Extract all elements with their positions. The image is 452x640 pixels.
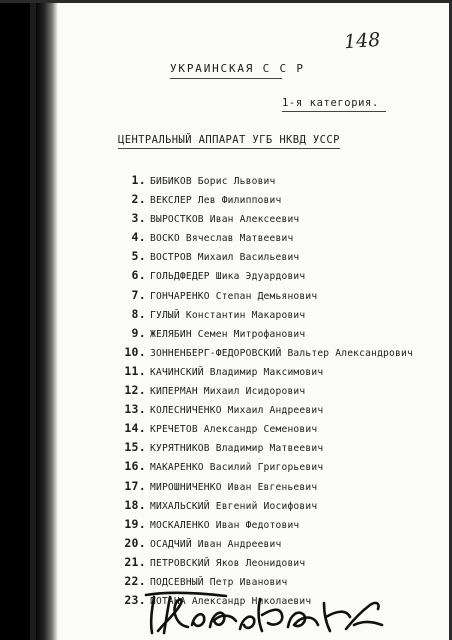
list-item-number: 23. xyxy=(124,593,146,608)
list-item-name: ПОТАНА Александр Николаевич xyxy=(150,596,312,608)
list-item-number: 2. xyxy=(131,192,146,207)
category-label: 1-я категория. xyxy=(282,97,379,109)
list-item-number: 9. xyxy=(131,325,146,340)
list-item xyxy=(118,247,448,266)
list-item xyxy=(118,190,448,209)
list-item-number: 8. xyxy=(131,306,146,321)
list-item-name: КОЛЕСНИЧЕНКО Михаил Андреевич xyxy=(150,405,324,417)
list-item-name: МИРОШНИЧЕНКО Иван Евгеньевич xyxy=(150,481,318,493)
list-item-name: ГОНЧАРЕНКО Степан Демьянович xyxy=(150,290,318,302)
list-item-number: 6. xyxy=(131,268,146,283)
list-item-number: 11. xyxy=(124,363,146,378)
list-item-number: 20. xyxy=(124,535,146,550)
scan-top-edge xyxy=(0,0,452,3)
list-item xyxy=(118,228,448,247)
list-item-name: ПОДСЕВНЫЙ Петр Иванович xyxy=(150,576,288,588)
list-item xyxy=(118,343,448,362)
list-item-name: ВОСТРОВ Михаил Васильевич xyxy=(150,252,300,264)
list-item-number: 22. xyxy=(124,573,146,588)
list-item-name: ЗОННЕНБЕРГ-ФЕДОРОВСКИЙ Вальтер Александрович xyxy=(150,347,413,359)
list-item xyxy=(118,266,448,285)
handwritten-page-number: 148 xyxy=(343,28,381,54)
list-item-name: ЖЕЛЯБИН Семен Митрофанович xyxy=(150,328,306,340)
list-item-number: 1. xyxy=(131,173,146,187)
list-item xyxy=(118,534,448,553)
list-item-name: ОСАДЧИЙ Иван Андреевич xyxy=(150,538,282,550)
category-underline xyxy=(282,111,386,112)
personnel-list xyxy=(118,171,448,610)
list-item-name: МАКАРЕНКО Василий Григорьевич xyxy=(150,462,324,474)
list-item xyxy=(118,305,448,324)
list-item xyxy=(118,438,448,457)
list-item-number: 17. xyxy=(124,478,146,493)
list-item-number: 3. xyxy=(131,211,146,226)
list-item-name: МОСКАЛЕНКО Иван Федотович xyxy=(150,519,300,531)
scan-binding-shadow xyxy=(0,0,58,640)
list-item xyxy=(118,209,448,228)
list-item xyxy=(118,419,448,438)
list-item xyxy=(118,457,448,476)
list-item-number: 13. xyxy=(124,402,146,417)
list-item-number: 10. xyxy=(124,344,146,359)
department-heading: ЦЕНТРАЛЬНЫЙ АППАРАТ УГБ НКВД УССР xyxy=(118,134,340,146)
list-item-number: 12. xyxy=(124,383,146,398)
list-item xyxy=(118,515,448,534)
list-item-name: ГОЛЬДФЕДЕР Шика Эдуардович xyxy=(150,271,306,283)
republic-heading: УКРАИНСКАЯ С С Р xyxy=(170,62,305,75)
list-item-number: 15. xyxy=(124,440,146,455)
list-item-name: КАЧИНСКИЙ Владимир Максимович xyxy=(150,366,324,378)
list-item-number: 5. xyxy=(131,249,146,264)
list-item xyxy=(118,496,448,515)
list-item-number: 19. xyxy=(124,516,146,531)
list-item-name: КУРЯТНИКОВ Владимир Матвеевич xyxy=(150,443,324,455)
list-item-number: 16. xyxy=(124,459,146,474)
list-item-number: 18. xyxy=(124,497,146,512)
list-item-number: 7. xyxy=(131,287,146,302)
list-item-name: ГУЛЫЙ Константин Макарович xyxy=(150,309,306,321)
list-item-name: КИПЕРМАН Михаил Исидорович xyxy=(150,386,306,398)
list-item xyxy=(118,171,448,190)
list-item xyxy=(118,362,448,381)
list-item xyxy=(118,381,448,400)
list-item-name: ВОСКО Вячеслав Матвеевич xyxy=(150,233,294,245)
department-heading-underline xyxy=(118,148,340,149)
list-item-name: КРЕЧЕТОВ Александр Семенович xyxy=(150,424,318,436)
list-item-number: 4. xyxy=(131,230,146,245)
list-item-name: ПЕТРОВСКИЙ Яков Леонидович xyxy=(150,557,306,569)
list-item-name: ВЫРОСТКОВ Иван Алексеевич xyxy=(150,214,300,226)
list-item-number: 14. xyxy=(124,421,146,436)
republic-heading-underline xyxy=(170,78,282,79)
list-item-name: БИБИКОВ Борис Львович xyxy=(150,176,276,187)
list-item xyxy=(118,400,448,419)
list-item xyxy=(118,553,448,572)
handwritten-signature xyxy=(140,585,388,637)
list-item xyxy=(118,477,448,496)
list-item xyxy=(118,286,448,305)
list-item-name: МИХАЛЬСКИЙ Евгений Иосифович xyxy=(150,500,318,512)
list-item-number: 21. xyxy=(124,554,146,569)
list-item xyxy=(118,324,448,343)
list-item-name: ВЕКСЛЕР Лев Филиппович xyxy=(150,195,282,207)
